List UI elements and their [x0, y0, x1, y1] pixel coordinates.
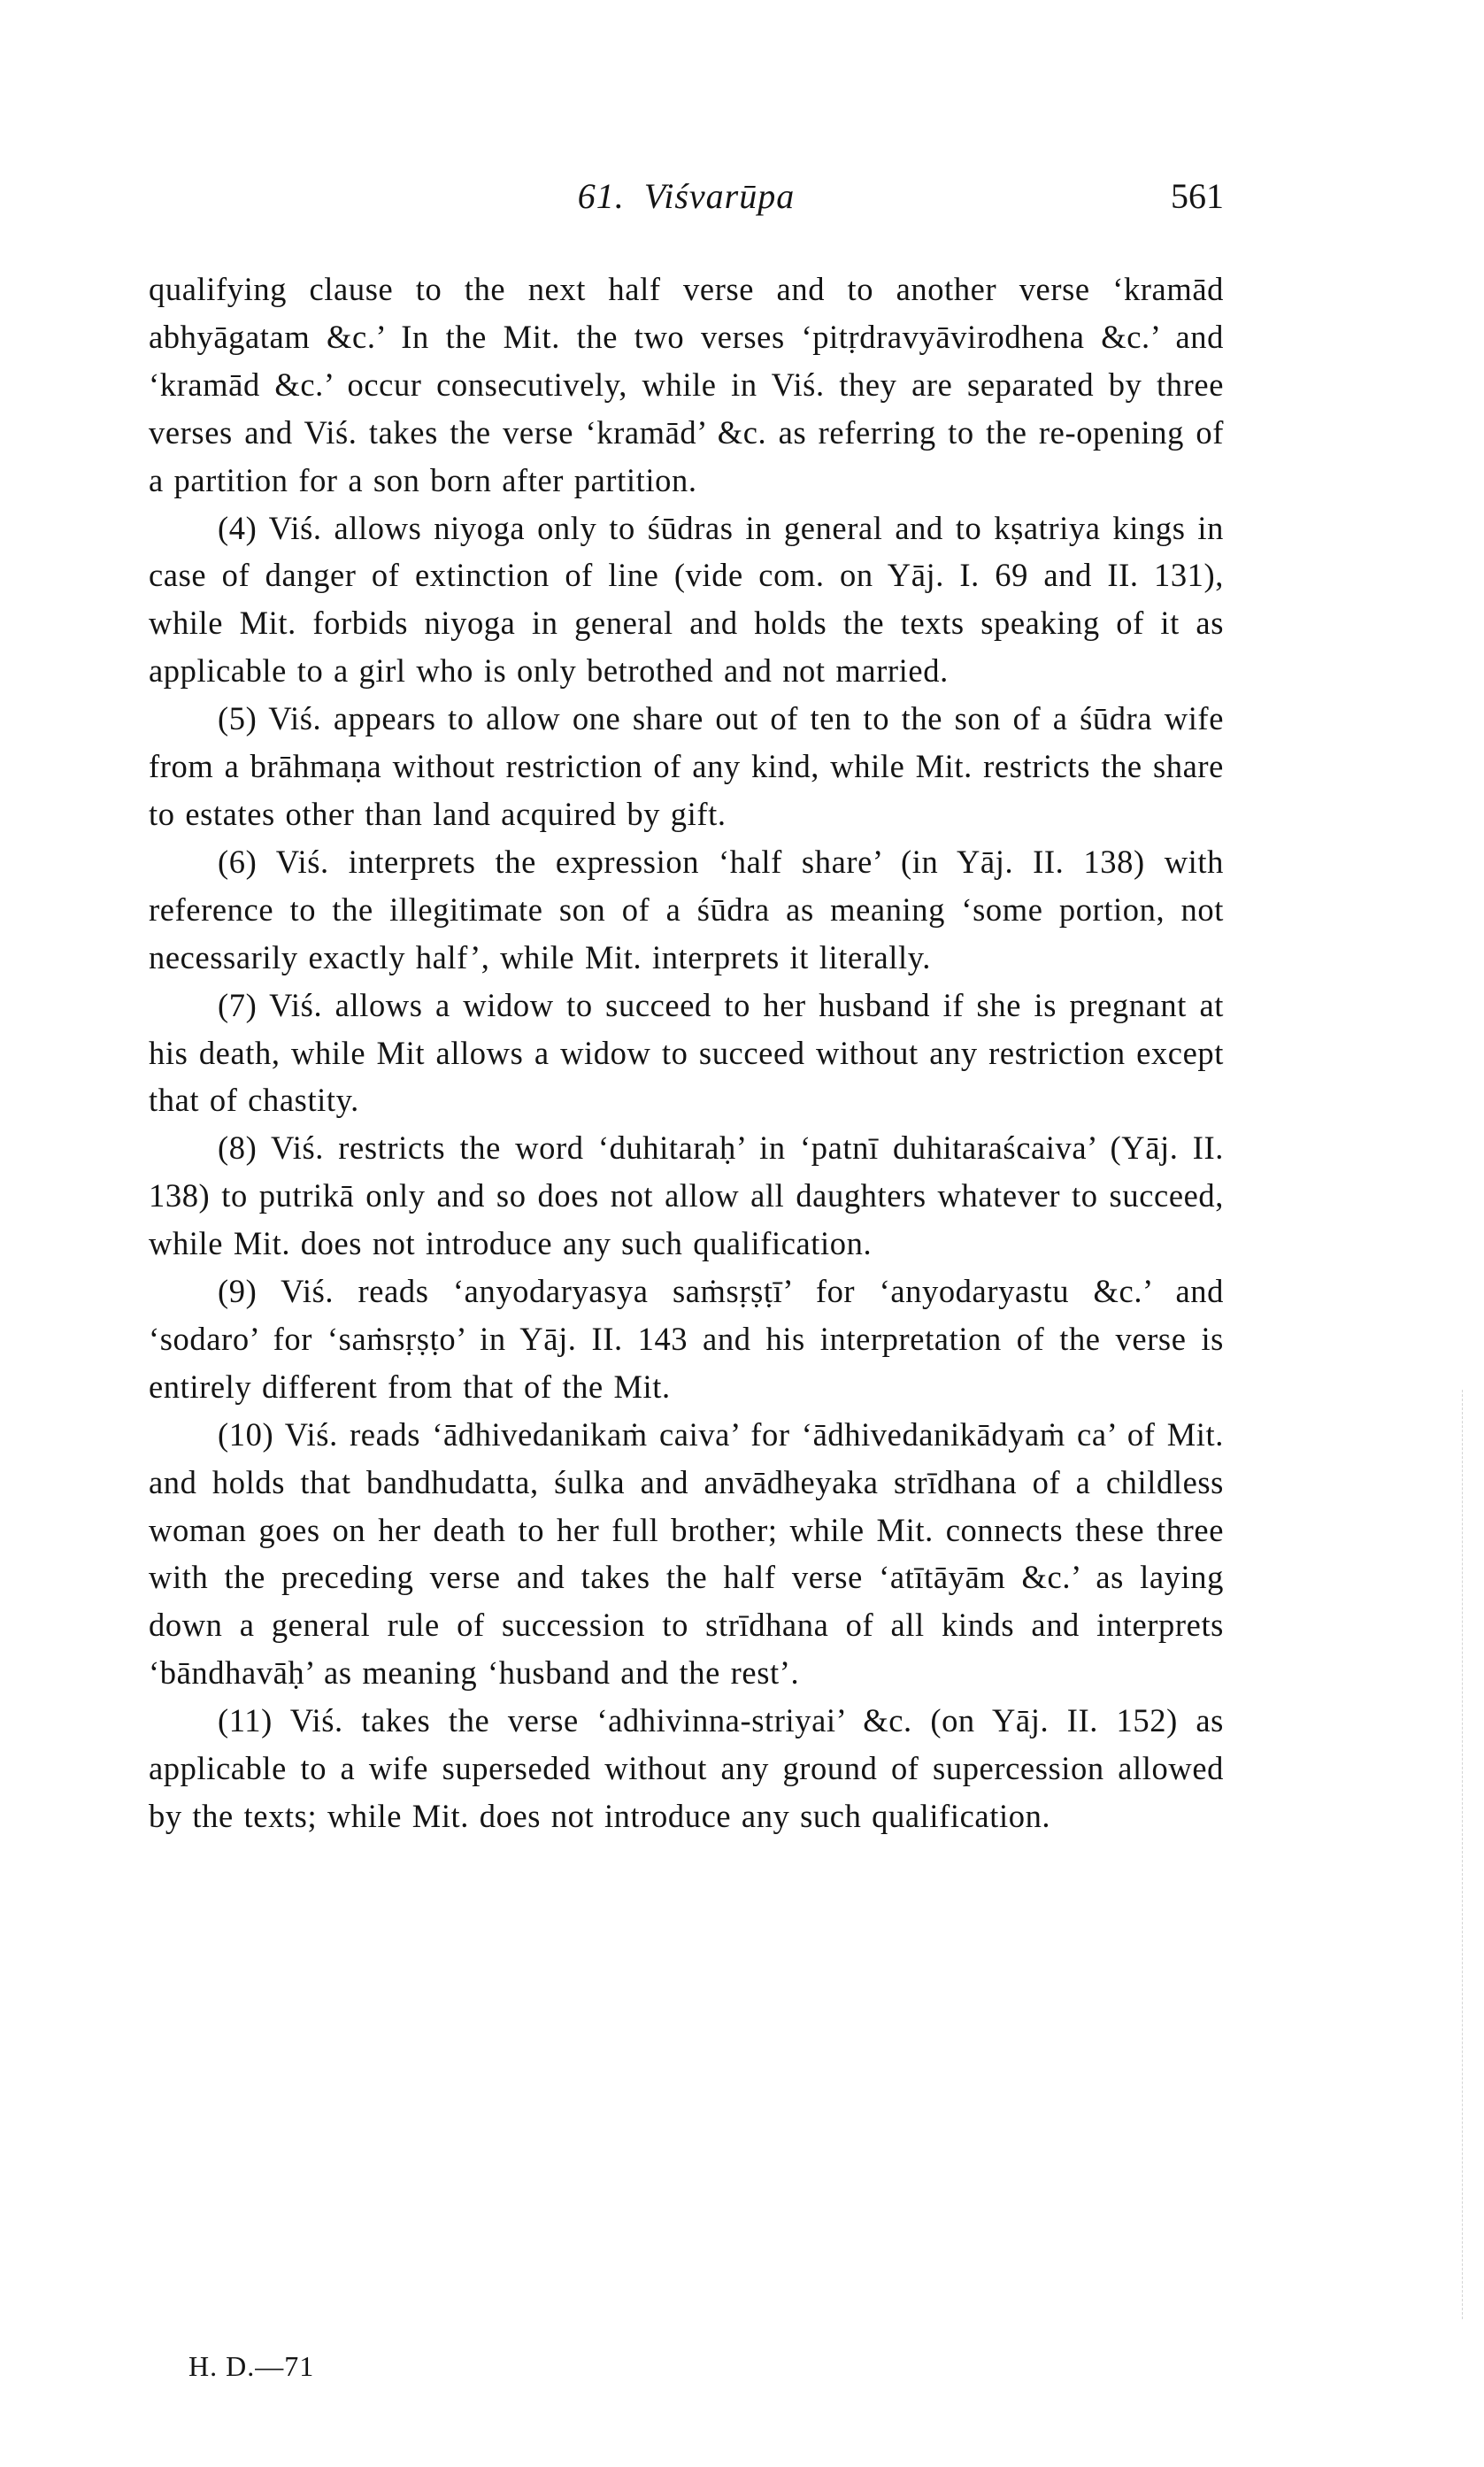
section-heading	[149, 175, 1224, 217]
paragraph-point-10: (10) Viś. reads ‘ādhivedanikaṁ caiva’ for ‘ādhivedanikādyaṁ ca’ of Mit. and holds that bandhudatta, śulka and anvādheyaka strīdhana of a childless woman goes on her death to her full brother; while Mit. connects these three with the preceding verse and takes the half verse ‘atītāyām &c.’ as laying down a general rule of succession to strīdhana of all kinds and interprets ‘bāndhavāḥ’ as meaning ‘husband and the rest’.	[149, 1415, 1224, 1692]
paragraph-point-9: (9) Viś. reads ‘anyodaryasya saṁsṛṣṭī’ for ‘anyodaryastu &c.’ and ‘sodaro’ for ‘saṁsṛṣṭo’ in Yāj. II. 143 and his interpretation of the verse is entirely different from that of the Mit.	[149, 1273, 1224, 1405]
body-text	[149, 266, 1224, 1840]
signature-mark: H. D.—71	[188, 2350, 315, 2382]
paragraph-point-4: (4) Viś. allows niyoga only to śūdras in general and to kṣatriya kings in case of danger of extinction of line (vide com. on Yāj. I. 69 and II. 131), while Mit. forbids niyoga in general and holds the texts speaking of it as applicable to a girl who is only betrothed and not married.	[149, 509, 1224, 690]
scan-edge-mark	[1462, 1390, 1464, 2319]
running-header	[149, 175, 1224, 228]
paragraph-continuation: qualifying clause to the next half verse and to another verse ‘kramād abhyāgatam &c.’ In the Mit. the two verses ‘pitṛdravyāvirodhena &c.’ and ‘kramād &c.’ occur consecutively, while in Viś. they are separated by three verses and Viś. takes the verse ‘kramād’ &c. as referring to the re-opening of a partition for a son born after partition.	[149, 271, 1224, 498]
paragraph-point-5: (5) Viś. appears to allow one share out of ten to the son of a śūdra wife from a brāhmaṇa without restriction of any kind, while Mit. restricts the share to estates other than land acquired by gift.	[149, 700, 1224, 832]
paragraph-point-7: (7) Viś. allows a widow to succeed to her husband if she is pregnant at his death, while Mit allows a widow to succeed without any restriction except that of chastity.	[149, 986, 1224, 1119]
section-number: 61.	[577, 176, 625, 216]
paragraph-point-8: (8) Viś. restricts the word ‘duhitaraḥ’ in ‘patnī duhitaraścaiva’ (Yāj. II. 138) to putrikā only and so does not allow all daughters whatever to succeed, while Mit. does not introduce any such qualification.	[149, 1129, 1224, 1262]
page-number: 561	[1171, 176, 1224, 216]
paragraph-point-6: (6) Viś. interprets the expression ‘half share’ (in Yāj. II. 138) with reference to the illegitimate son of a śūdra as meaning ‘some portion, not necessarily exactly half’, while Mit. interprets it literally.	[149, 843, 1224, 975]
section-title: Viśvarūpa	[643, 176, 796, 216]
paragraph-point-11: (11) Viś. takes the verse ‘adhivinna-striyai’ &c. (on Yāj. II. 152) as applicable to a wife superseded without any ground of supercession allowed by the texts; while Mit. does not introduce any such qualification.	[149, 1702, 1224, 1834]
